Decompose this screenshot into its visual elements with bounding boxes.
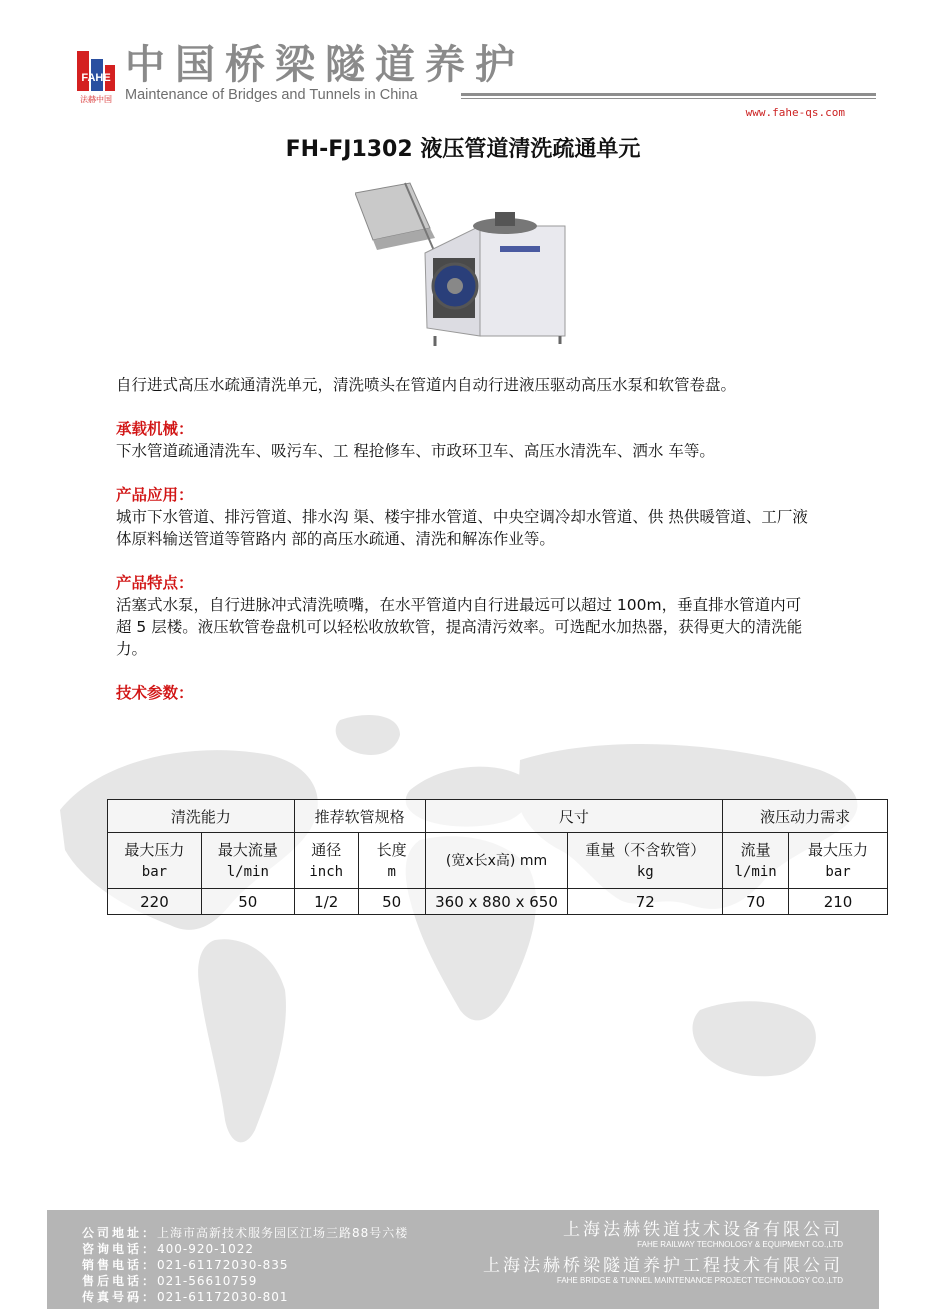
table-group-header: 清洗能力: [108, 800, 295, 833]
contact-line: 传真号码：021-61172030-801: [82, 1290, 289, 1304]
product-image: [355, 178, 570, 348]
table-column-header: 重量（不含软管） kg: [568, 833, 723, 889]
company-name-en: FAHE RAILWAY TECHNOLOGY & EQUIPMENT CO.,LTD: [637, 1240, 843, 1249]
table-cell: 1/2: [294, 889, 358, 915]
header-rule: [461, 93, 876, 96]
svg-text:FAHE: FAHE: [81, 72, 111, 84]
company-names: [483, 1220, 843, 1286]
page-header: [75, 40, 885, 120]
table-group-header-row: [108, 800, 888, 833]
website-link[interactable]: www.fahe-qs.com: [745, 106, 845, 119]
company-name-cn: 上海法赫铁道技术设备有限公司: [563, 1220, 843, 1240]
fahe-logo: [75, 45, 117, 105]
world-map-watermark: [40, 700, 890, 1170]
tech-params-heading: 技术参数：: [116, 684, 194, 702]
section-body: 下水管道疏通清洗车、吸污车、工 程抢修车、市政环卫车、高压水清洗车、洒水 车等。: [116, 442, 715, 460]
contact-info: [82, 1225, 408, 1305]
table-column-header: 长度 m: [358, 833, 425, 889]
header-rule-thin: [461, 98, 876, 99]
table-cell: 220: [108, 889, 202, 915]
contact-line: 公司地址：上海市高新技术服务园区江场三路88号六楼: [82, 1226, 409, 1240]
brand-title-cn: 中国桥梁隧道养护: [125, 42, 525, 88]
contact-line: 销售电话：021-61172030-835: [82, 1258, 289, 1272]
table-cell: 70: [723, 889, 789, 915]
document-title: FH-FJ1302 液压管道清洗疏通单元: [285, 137, 641, 162]
section-heading: 产品特点：: [116, 574, 194, 592]
table-column-header: 通径 inch: [294, 833, 358, 889]
svg-text:法赫中国: 法赫中国: [80, 95, 112, 104]
section-heading: 承载机械：: [116, 420, 194, 438]
section-body: 活塞式水泵，自行进脉冲式清洗喷嘴，在水平管道内自行进最远可以超过 100m，垂直排水管道内可超 5 层楼。液压软管卷盘机可以轻松收放软管，提高清污效率。可选配水加热器，获得更大的清洗能力。: [116, 596, 803, 658]
page-footer: [47, 1210, 879, 1309]
table-row: [108, 889, 888, 915]
table-column-header: 最大压力 bar: [789, 833, 888, 889]
spec-table: [107, 799, 888, 915]
document-body: [116, 374, 816, 704]
intro-paragraph: 自行进式高压水疏通清洗单元，清洗喷头在管道内自动行进液压驱动高压水泵和软管卷盘。: [116, 376, 737, 394]
company-name-en: FAHE BRIDGE & TUNNEL MAINTENANCE PROJECT TECHNOLOGY CO.,LTD: [556, 1276, 843, 1285]
contact-line: 售后电话：021-56610759: [82, 1274, 258, 1288]
table-column-header-row: [108, 833, 888, 889]
table-group-header: 推荐软管规格: [294, 800, 425, 833]
table-cell: 50: [201, 889, 294, 915]
table-group-header: 液压动力需求: [723, 800, 888, 833]
table-cell: 360 x 880 x 650: [425, 889, 568, 915]
brand-title-en: Maintenance of Bridges and Tunnels in China: [125, 87, 418, 103]
table-column-header: (宽x长x高) mm: [425, 833, 568, 889]
table-group-header: 尺寸: [425, 800, 723, 833]
contact-line: 咨询电话：400-920-1022: [82, 1242, 255, 1256]
table-cell: 210: [789, 889, 888, 915]
section-body: 城市下水管道、排污管道、排水沟 渠、楼宇排水管道、中央空调冷却水管道、供 热供暖管道、工厂液体原料输送管道等管路内 部的高压水疏通、清洗和解冻作业等。: [116, 508, 808, 548]
company-name-cn: 上海法赫桥梁隧道养护工程技术有限公司: [483, 1256, 843, 1276]
table-column-header: 流量 l/min: [723, 833, 789, 889]
table-column-header: 最大压力 bar: [108, 833, 202, 889]
table-cell: 50: [358, 889, 425, 915]
section-heading: 产品应用：: [116, 486, 194, 504]
table-column-header: 最大流量 l/min: [201, 833, 294, 889]
table-cell: 72: [568, 889, 723, 915]
